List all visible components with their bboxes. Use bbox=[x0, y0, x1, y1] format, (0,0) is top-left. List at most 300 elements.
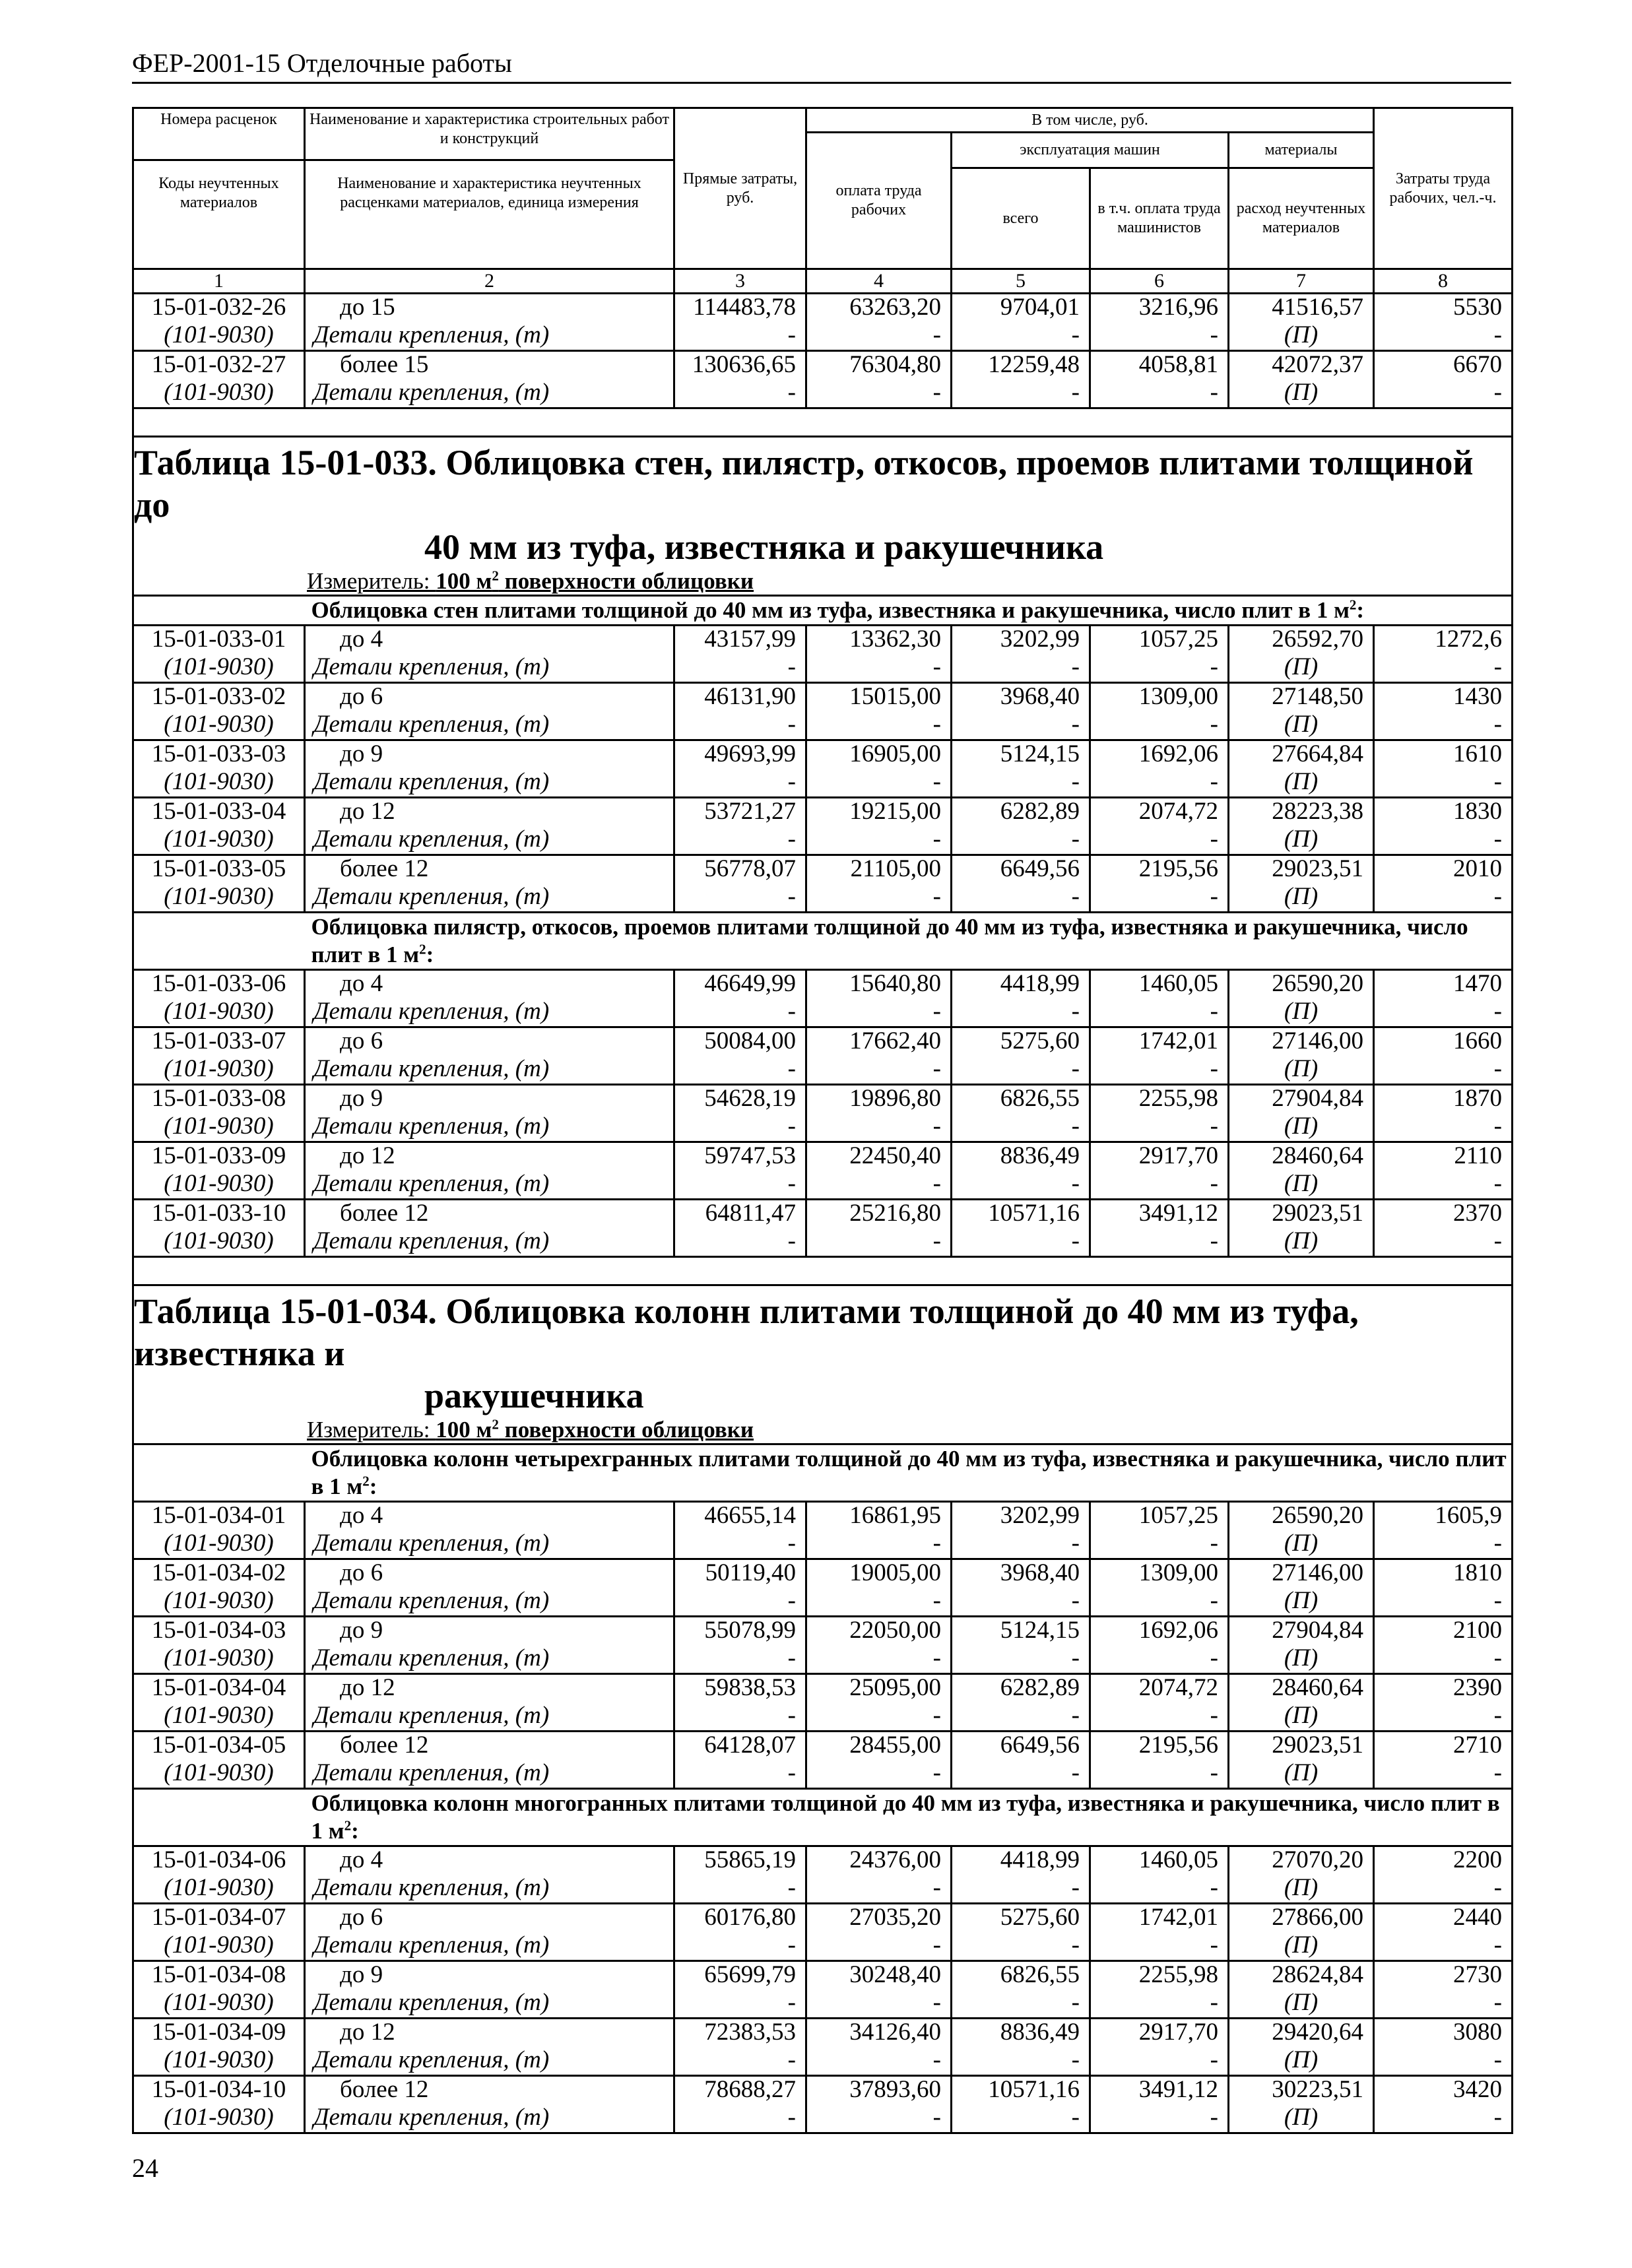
material-cost: 27904,84 bbox=[1229, 1085, 1374, 1114]
empty-value: - bbox=[1090, 1875, 1229, 1904]
material-cost: 29023,51 bbox=[1229, 1732, 1374, 1761]
operator-cost: 2917,70 bbox=[1090, 1142, 1229, 1171]
material-cost: 27664,84 bbox=[1229, 740, 1374, 769]
direct-cost: 130636,65 bbox=[674, 351, 806, 380]
machine-cost: 6649,56 bbox=[952, 1732, 1090, 1761]
rate-name: более 12 bbox=[305, 855, 674, 884]
rate-code: 15-01-034-10 bbox=[133, 2076, 305, 2105]
empty-value: - bbox=[1374, 884, 1513, 913]
empty-value: - bbox=[806, 2047, 952, 2076]
labor-cost: 24376,00 bbox=[806, 1846, 952, 1875]
empty-value: - bbox=[806, 769, 952, 798]
empty-value: - bbox=[806, 1056, 952, 1085]
material-code: (101-9030) bbox=[133, 1530, 305, 1559]
labor-cost: 37893,60 bbox=[806, 2076, 952, 2105]
rate-code: 15-01-033-03 bbox=[133, 740, 305, 769]
rate-row bbox=[133, 1502, 1513, 1531]
material-marker: (П) bbox=[1229, 1228, 1374, 1257]
table-title-line-2: ракушечника bbox=[424, 1376, 644, 1415]
measure-unit bbox=[436, 1417, 754, 1442]
empty-value: - bbox=[806, 1990, 952, 2019]
operator-cost: 1057,25 bbox=[1090, 1502, 1229, 1531]
direct-cost: 50119,40 bbox=[674, 1559, 806, 1588]
col1-header-top: Номера расценок bbox=[160, 111, 277, 128]
machine-cost: 9704,01 bbox=[952, 294, 1090, 323]
empty-value: - bbox=[1374, 1702, 1513, 1732]
machine-cost: 6282,89 bbox=[952, 1674, 1090, 1703]
empty-value: - bbox=[1090, 654, 1229, 683]
empty-value: - bbox=[1090, 1171, 1229, 1200]
rate-row bbox=[133, 2076, 1513, 2105]
material-name: Детали крепления, (т) bbox=[305, 711, 674, 740]
empty-value: - bbox=[952, 711, 1090, 740]
column-number: 8 bbox=[1374, 269, 1513, 294]
group-sup: 2 bbox=[419, 941, 426, 957]
col6-header-label: в т.ч. оплата труда машинистов bbox=[1097, 200, 1221, 236]
direct-cost: 55865,19 bbox=[674, 1846, 806, 1875]
group-title bbox=[305, 596, 1513, 626]
machine-cost: 6826,55 bbox=[952, 1961, 1090, 1990]
material-cost: 29023,51 bbox=[1229, 855, 1374, 884]
empty-value: - bbox=[1374, 1645, 1513, 1674]
empty-value: - bbox=[1090, 1228, 1229, 1257]
labor-hours: 2440 bbox=[1374, 1904, 1513, 1933]
direct-cost: 56778,07 bbox=[674, 855, 806, 884]
empty-value: - bbox=[674, 1228, 806, 1257]
material-marker: (П) bbox=[1229, 1760, 1374, 1789]
direct-cost: 49693,99 bbox=[674, 740, 806, 769]
empty-value: - bbox=[1374, 1056, 1513, 1085]
empty-value: - bbox=[806, 1588, 952, 1617]
empty-value: - bbox=[1374, 998, 1513, 1027]
spacer-cell bbox=[133, 1257, 1513, 1285]
material-code: (101-9030) bbox=[133, 826, 305, 855]
material-name: Детали крепления, (т) bbox=[305, 322, 674, 351]
rate-name: до 6 bbox=[305, 1904, 674, 1933]
material-marker: (П) bbox=[1229, 826, 1374, 855]
rate-name: до 9 bbox=[305, 1961, 674, 1990]
empty-value: - bbox=[674, 379, 806, 408]
measure-label: Измеритель: bbox=[307, 1417, 436, 1442]
direct-cost: 59747,53 bbox=[674, 1142, 806, 1171]
material-cost: 27866,00 bbox=[1229, 1904, 1374, 1933]
labor-hours: 2710 bbox=[1374, 1732, 1513, 1761]
operator-cost: 2255,98 bbox=[1090, 1961, 1229, 1990]
material-code: (101-9030) bbox=[133, 2047, 305, 2076]
rate-row bbox=[133, 1732, 1513, 1761]
material-cost: 27146,00 bbox=[1229, 1027, 1374, 1056]
material-code: (101-9030) bbox=[133, 998, 305, 1027]
labor-hours: 6670 bbox=[1374, 351, 1513, 380]
material-marker: (П) bbox=[1229, 2047, 1374, 2076]
labor-cost: 15640,80 bbox=[806, 970, 952, 999]
group-tail: : bbox=[426, 942, 434, 967]
empty-value: - bbox=[952, 1702, 1090, 1732]
operator-cost: 2195,56 bbox=[1090, 855, 1229, 884]
material-marker: (П) bbox=[1229, 884, 1374, 913]
empty-value: - bbox=[1374, 654, 1513, 683]
rate-code: 15-01-034-04 bbox=[133, 1674, 305, 1703]
machine-cost: 8836,49 bbox=[952, 1142, 1090, 1171]
empty-value: - bbox=[674, 1875, 806, 1904]
rate-code: 15-01-034-09 bbox=[133, 2019, 305, 2048]
empty-value: - bbox=[1090, 1702, 1229, 1732]
document-title: ФЕР-2001-15 Отделочные работы bbox=[132, 48, 512, 78]
material-row bbox=[133, 1875, 1513, 1904]
rate-code: 15-01-034-08 bbox=[133, 1961, 305, 1990]
measure-row bbox=[133, 568, 1513, 596]
operator-cost: 1692,06 bbox=[1090, 1617, 1229, 1646]
empty-value: - bbox=[674, 1645, 806, 1674]
material-name: Детали крепления, (т) bbox=[305, 826, 674, 855]
rate-code: 15-01-032-27 bbox=[133, 351, 305, 380]
operator-cost: 3491,12 bbox=[1090, 2076, 1229, 2105]
material-row bbox=[133, 826, 1513, 855]
labor-hours: 1272,6 bbox=[1374, 626, 1513, 655]
material-name: Детали крепления, (т) bbox=[305, 1645, 674, 1674]
group-title bbox=[305, 1789, 1513, 1846]
document-header bbox=[132, 46, 1511, 84]
rate-name: до 15 bbox=[305, 294, 674, 323]
material-marker: (П) bbox=[1229, 1645, 1374, 1674]
material-name: Детали крепления, (т) bbox=[305, 1588, 674, 1617]
machines-header bbox=[952, 133, 1229, 168]
labor-hours: 1870 bbox=[1374, 1085, 1513, 1114]
measure-cell bbox=[133, 1417, 1513, 1444]
operator-cost: 1460,05 bbox=[1090, 1846, 1229, 1875]
operator-cost: 1309,00 bbox=[1090, 1559, 1229, 1588]
empty-value: - bbox=[674, 1171, 806, 1200]
column-number: 6 bbox=[1090, 269, 1229, 294]
empty-value: - bbox=[806, 379, 952, 408]
labor-hours: 1660 bbox=[1374, 1027, 1513, 1056]
rate-name: до 12 bbox=[305, 1142, 674, 1171]
operator-cost: 1742,01 bbox=[1090, 1027, 1229, 1056]
labor-hours: 2010 bbox=[1374, 855, 1513, 884]
group-tail: : bbox=[1356, 597, 1365, 623]
rate-code: 15-01-033-09 bbox=[133, 1142, 305, 1171]
col3-header bbox=[674, 108, 806, 269]
rate-code: 15-01-034-05 bbox=[133, 1732, 305, 1761]
measure-value: 100 м bbox=[436, 1417, 492, 1442]
labor-cost: 34126,40 bbox=[806, 2019, 952, 2048]
material-row bbox=[133, 884, 1513, 913]
rate-row bbox=[133, 1904, 1513, 1933]
rate-name: до 4 bbox=[305, 970, 674, 999]
header-row-1 bbox=[133, 108, 1513, 133]
group-row bbox=[133, 596, 1513, 626]
empty-value: - bbox=[1374, 1588, 1513, 1617]
empty-value: - bbox=[952, 769, 1090, 798]
material-row bbox=[133, 711, 1513, 740]
table-title-line-1: Таблица 15-01-033. Облицовка стен, пилястр, откосов, проемов плитами толщиной до bbox=[134, 443, 1474, 525]
col4-header-label: оплата труда рабочих bbox=[835, 182, 922, 218]
material-row bbox=[133, 1645, 1513, 1674]
rate-row bbox=[133, 1617, 1513, 1646]
machine-cost: 10571,16 bbox=[952, 1200, 1090, 1229]
empty-value: - bbox=[806, 2104, 952, 2133]
rate-name: до 9 bbox=[305, 1617, 674, 1646]
empty-value: - bbox=[952, 1760, 1090, 1789]
material-code: (101-9030) bbox=[133, 1645, 305, 1674]
rate-name: более 15 bbox=[305, 351, 674, 380]
empty-value: - bbox=[674, 1990, 806, 2019]
operator-cost: 1742,01 bbox=[1090, 1904, 1229, 1933]
empty-value: - bbox=[952, 1113, 1090, 1142]
empty-value: - bbox=[952, 379, 1090, 408]
rate-row bbox=[133, 2019, 1513, 2048]
direct-cost: 64128,07 bbox=[674, 1732, 806, 1761]
empty-value: - bbox=[674, 1113, 806, 1142]
col2-header bbox=[305, 108, 674, 269]
group-header bbox=[806, 108, 1374, 133]
col5-header bbox=[952, 168, 1090, 269]
material-row bbox=[133, 998, 1513, 1027]
material-cost: 29420,64 bbox=[1229, 2019, 1374, 2048]
empty-value: - bbox=[674, 1702, 806, 1732]
machine-cost: 12259,48 bbox=[952, 351, 1090, 380]
rate-code: 15-01-033-07 bbox=[133, 1027, 305, 1056]
material-name: Детали крепления, (т) bbox=[305, 884, 674, 913]
rate-code: 15-01-033-10 bbox=[133, 1200, 305, 1229]
empty-value: - bbox=[1374, 1760, 1513, 1789]
material-name: Детали крепления, (т) bbox=[305, 769, 674, 798]
empty-value: - bbox=[674, 884, 806, 913]
group-spacer bbox=[133, 1444, 305, 1502]
empty-value: - bbox=[1090, 884, 1229, 913]
empty-value: - bbox=[806, 1228, 952, 1257]
rate-code: 15-01-033-06 bbox=[133, 970, 305, 999]
direct-cost: 50084,00 bbox=[674, 1027, 806, 1056]
rate-name: более 12 bbox=[305, 2076, 674, 2105]
spacer-cell bbox=[133, 408, 1513, 437]
machine-cost: 5124,15 bbox=[952, 1617, 1090, 1646]
measure-row bbox=[133, 1417, 1513, 1444]
material-row bbox=[133, 379, 1513, 408]
operator-cost: 3491,12 bbox=[1090, 1200, 1229, 1229]
rate-row bbox=[133, 1846, 1513, 1875]
measure-line bbox=[307, 1417, 754, 1442]
material-row bbox=[133, 654, 1513, 683]
material-row bbox=[133, 1588, 1513, 1617]
machines-header-label: эксплуатация машин bbox=[1020, 141, 1160, 158]
material-cost: 28223,38 bbox=[1229, 798, 1374, 827]
material-cost: 26590,20 bbox=[1229, 970, 1374, 999]
machine-cost: 5275,60 bbox=[952, 1027, 1090, 1056]
empty-value: - bbox=[1374, 1530, 1513, 1559]
rate-row bbox=[133, 683, 1513, 712]
material-marker: (П) bbox=[1229, 998, 1374, 1027]
machine-cost: 8836,49 bbox=[952, 2019, 1090, 2048]
empty-value: - bbox=[1374, 322, 1513, 351]
material-cost: 42072,37 bbox=[1229, 351, 1374, 380]
empty-value: - bbox=[952, 2047, 1090, 2076]
empty-value: - bbox=[806, 1875, 952, 1904]
direct-cost: 64811,47 bbox=[674, 1200, 806, 1229]
material-cost: 27070,20 bbox=[1229, 1846, 1374, 1875]
measure-sup: 2 bbox=[492, 567, 499, 584]
rate-row bbox=[133, 1200, 1513, 1229]
labor-hours: 2100 bbox=[1374, 1617, 1513, 1646]
material-marker: (П) bbox=[1229, 769, 1374, 798]
rate-code: 15-01-033-04 bbox=[133, 798, 305, 827]
empty-value: - bbox=[806, 322, 952, 351]
labor-hours: 2110 bbox=[1374, 1142, 1513, 1171]
material-name: Детали крепления, (т) bbox=[305, 654, 674, 683]
group-title bbox=[305, 1444, 1513, 1502]
group-text: Облицовка стен плитами толщиной до 40 мм из туфа, известняка и ракушечника, число плит в 1 м bbox=[311, 597, 1350, 623]
rate-name: до 6 bbox=[305, 683, 674, 712]
empty-value: - bbox=[674, 1056, 806, 1085]
empty-value: - bbox=[1374, 769, 1513, 798]
material-marker: (П) bbox=[1229, 1588, 1374, 1617]
col2-header-bottom: Наименование и характеристика неучтенных расценками материалов, единица измерения bbox=[306, 159, 673, 268]
empty-value: - bbox=[1374, 1875, 1513, 1904]
group-sup: 2 bbox=[344, 1817, 352, 1834]
material-code: (101-9030) bbox=[133, 322, 305, 351]
material-code: (101-9030) bbox=[133, 654, 305, 683]
empty-value: - bbox=[1374, 379, 1513, 408]
direct-cost: 46655,14 bbox=[674, 1502, 806, 1531]
rate-name: до 6 bbox=[305, 1559, 674, 1588]
material-code: (101-9030) bbox=[133, 1760, 305, 1789]
material-row bbox=[133, 1990, 1513, 2019]
labor-cost: 13362,30 bbox=[806, 626, 952, 655]
operator-cost: 1460,05 bbox=[1090, 970, 1229, 999]
labor-hours: 2200 bbox=[1374, 1846, 1513, 1875]
material-code: (101-9030) bbox=[133, 379, 305, 408]
material-marker: (П) bbox=[1229, 379, 1374, 408]
labor-hours: 1830 bbox=[1374, 798, 1513, 827]
material-cost: 27148,50 bbox=[1229, 683, 1374, 712]
measure-label: Измеритель: bbox=[307, 568, 436, 594]
col4-header bbox=[806, 133, 952, 269]
empty-value: - bbox=[806, 826, 952, 855]
operator-cost: 2255,98 bbox=[1090, 1085, 1229, 1114]
rate-code: 15-01-033-01 bbox=[133, 626, 305, 655]
labor-cost: 30248,40 bbox=[806, 1961, 952, 1990]
direct-cost: 46131,90 bbox=[674, 683, 806, 712]
material-name: Детали крепления, (т) bbox=[305, 1530, 674, 1559]
machine-cost: 6649,56 bbox=[952, 855, 1090, 884]
material-name: Детали крепления, (т) bbox=[305, 1932, 674, 1961]
material-code: (101-9030) bbox=[133, 1702, 305, 1732]
direct-cost: 72383,53 bbox=[674, 2019, 806, 2048]
table-title bbox=[133, 437, 1513, 569]
col5-header-label: всего bbox=[1002, 209, 1039, 227]
rate-row bbox=[133, 294, 1513, 323]
empty-value: - bbox=[952, 1932, 1090, 1961]
material-cost: 26592,70 bbox=[1229, 626, 1374, 655]
group-text: Облицовка пилястр, откосов, проемов плитами толщиной до 40 мм из туфа, известняка и ракушечника, число плит в 1 м bbox=[311, 914, 1468, 967]
rate-code: 15-01-033-05 bbox=[133, 855, 305, 884]
operator-cost: 1057,25 bbox=[1090, 626, 1229, 655]
labor-hours: 5530 bbox=[1374, 294, 1513, 323]
labor-cost: 21105,00 bbox=[806, 855, 952, 884]
direct-cost: 55078,99 bbox=[674, 1617, 806, 1646]
rate-code: 15-01-033-08 bbox=[133, 1085, 305, 1114]
group-spacer bbox=[133, 913, 305, 970]
empty-value: - bbox=[674, 769, 806, 798]
material-marker: (П) bbox=[1229, 1990, 1374, 2019]
material-name: Детали крепления, (т) bbox=[305, 1990, 674, 2019]
machine-cost: 3202,99 bbox=[952, 626, 1090, 655]
empty-value: - bbox=[1090, 1932, 1229, 1961]
material-row bbox=[133, 1228, 1513, 1257]
direct-cost: 114483,78 bbox=[674, 294, 806, 323]
empty-value: - bbox=[1090, 1760, 1229, 1789]
rate-code: 15-01-034-03 bbox=[133, 1617, 305, 1646]
empty-value: - bbox=[674, 1588, 806, 1617]
col7-header-label: расход неучтенных материалов bbox=[1236, 200, 1366, 236]
material-row bbox=[133, 769, 1513, 798]
rate-row bbox=[133, 351, 1513, 380]
empty-value: - bbox=[952, 884, 1090, 913]
operator-cost: 2917,70 bbox=[1090, 2019, 1229, 2048]
empty-value: - bbox=[806, 654, 952, 683]
labor-hours: 1605,9 bbox=[1374, 1502, 1513, 1531]
empty-value: - bbox=[806, 998, 952, 1027]
empty-value: - bbox=[1374, 1932, 1513, 1961]
material-row bbox=[133, 1702, 1513, 1732]
material-cost: 30223,51 bbox=[1229, 2076, 1374, 2105]
operator-cost: 3216,96 bbox=[1090, 294, 1229, 323]
material-row bbox=[133, 2047, 1513, 2076]
direct-cost: 46649,99 bbox=[674, 970, 806, 999]
empty-value: - bbox=[674, 322, 806, 351]
material-name: Детали крепления, (т) bbox=[305, 1702, 674, 1732]
rate-row bbox=[133, 1085, 1513, 1114]
empty-value: - bbox=[1374, 2047, 1513, 2076]
empty-value: - bbox=[674, 654, 806, 683]
labor-cost: 22050,00 bbox=[806, 1617, 952, 1646]
group-row bbox=[133, 1789, 1513, 1846]
empty-value: - bbox=[806, 1760, 952, 1789]
empty-value: - bbox=[674, 826, 806, 855]
machine-cost: 10571,16 bbox=[952, 2076, 1090, 2105]
column-number: 7 bbox=[1229, 269, 1374, 294]
material-cost: 27146,00 bbox=[1229, 1559, 1374, 1588]
material-code: (101-9030) bbox=[133, 1228, 305, 1257]
material-cost: 28460,64 bbox=[1229, 1674, 1374, 1703]
empty-value: - bbox=[674, 1530, 806, 1559]
material-cost: 41516,57 bbox=[1229, 294, 1374, 323]
rate-name: до 12 bbox=[305, 1674, 674, 1703]
rate-row bbox=[133, 626, 1513, 655]
material-code: (101-9030) bbox=[133, 884, 305, 913]
empty-value: - bbox=[1090, 711, 1229, 740]
group-title bbox=[305, 913, 1513, 970]
material-marker: (П) bbox=[1229, 1113, 1374, 1142]
labor-cost: 15015,00 bbox=[806, 683, 952, 712]
material-marker: (П) bbox=[1229, 654, 1374, 683]
material-marker: (П) bbox=[1229, 1875, 1374, 1904]
machine-cost: 6826,55 bbox=[952, 1085, 1090, 1114]
column-number: 4 bbox=[806, 269, 952, 294]
empty-value: - bbox=[1374, 1228, 1513, 1257]
labor-hours: 1610 bbox=[1374, 740, 1513, 769]
operator-cost: 2074,72 bbox=[1090, 1674, 1229, 1703]
empty-value: - bbox=[674, 711, 806, 740]
material-row bbox=[133, 1530, 1513, 1559]
material-code: (101-9030) bbox=[133, 1113, 305, 1142]
material-cost: 26590,20 bbox=[1229, 1502, 1374, 1531]
material-name: Детали крепления, (т) bbox=[305, 1228, 674, 1257]
empty-value: - bbox=[1374, 711, 1513, 740]
labor-hours: 3080 bbox=[1374, 2019, 1513, 2048]
empty-value: - bbox=[952, 654, 1090, 683]
rate-name: более 12 bbox=[305, 1200, 674, 1229]
